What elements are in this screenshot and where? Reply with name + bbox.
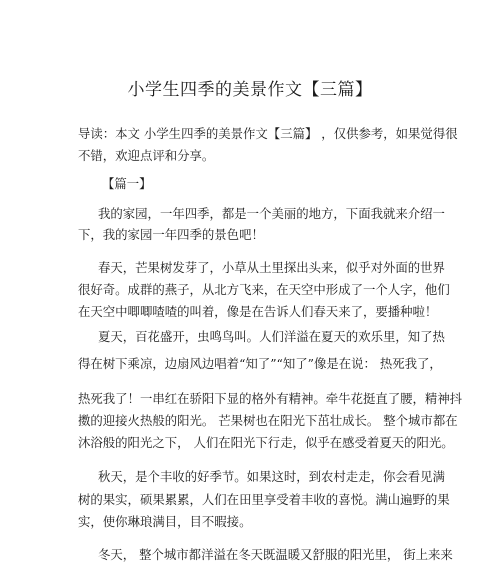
document-title: 小学生四季的美景作文【三篇】 bbox=[127, 80, 373, 100]
paragraph-line: 在天空中唧唧喳喳的叫着，像是在告诉人们春天来了，要播种啦！ bbox=[78, 304, 438, 319]
paragraph-line: 秋天，是个丰收的好季节。如果这时，到农村走走，你会看见满 bbox=[98, 469, 445, 484]
paragraph-line: 夏天，百花盛开，虫鸣鸟叫。人们洋溢在夏天的欢乐里，知了热 bbox=[98, 329, 445, 344]
intro-line: 不错，欢迎点评和分享。 bbox=[78, 148, 215, 163]
paragraph-line: 实，使你琳琅满目，目不暇接。 bbox=[78, 514, 252, 529]
paragraph-line: 树的果实，硕果累累，人们在田里享受着丰收的喜悦。满山遍野的果 bbox=[78, 492, 450, 507]
paragraph-line: 热死我了！一串红在骄阳下显的格外有精神。牵牛花挺直了腰，精神抖 bbox=[78, 391, 463, 406]
paragraph-line: 得在树下乘凉，边扇风边唱着“知了”“知了”像是在说： 热死我了， bbox=[78, 356, 442, 371]
paragraph-line: 擞的迎接火热般的阳光。 芒果树也在阳光下茁壮成长。 整个城市都在 bbox=[78, 413, 458, 428]
paragraph-line: 很好奇。成群的燕子，从北方飞来，在天空中形成了一个人字，他们 bbox=[78, 282, 450, 297]
intro-line: 导读：本文 小学生四季的美景作文【三篇】 ，仅供参考，如果觉得很 bbox=[78, 126, 458, 141]
paragraph-line: 冬天， 整个城市都洋溢在冬天既温暖又舒服的阳光里， 街上来来 bbox=[98, 547, 453, 562]
section-heading: 【篇一】 bbox=[102, 176, 152, 191]
paragraph-line: 沐浴般的阳光之下， 人们在阳光下行走，似乎在感受着夏天的阳光。 bbox=[78, 435, 454, 450]
paragraph-line: 我的家园，一年四季，都是一个美丽的地方，下面我就来介绍一 bbox=[98, 206, 445, 221]
paragraph-line: 下，我的家园一年四季的景色吧！ bbox=[78, 227, 264, 242]
paragraph-line: 春天，芒果树发芽了，小草从土里探出头来，似乎对外面的世界 bbox=[98, 260, 445, 275]
